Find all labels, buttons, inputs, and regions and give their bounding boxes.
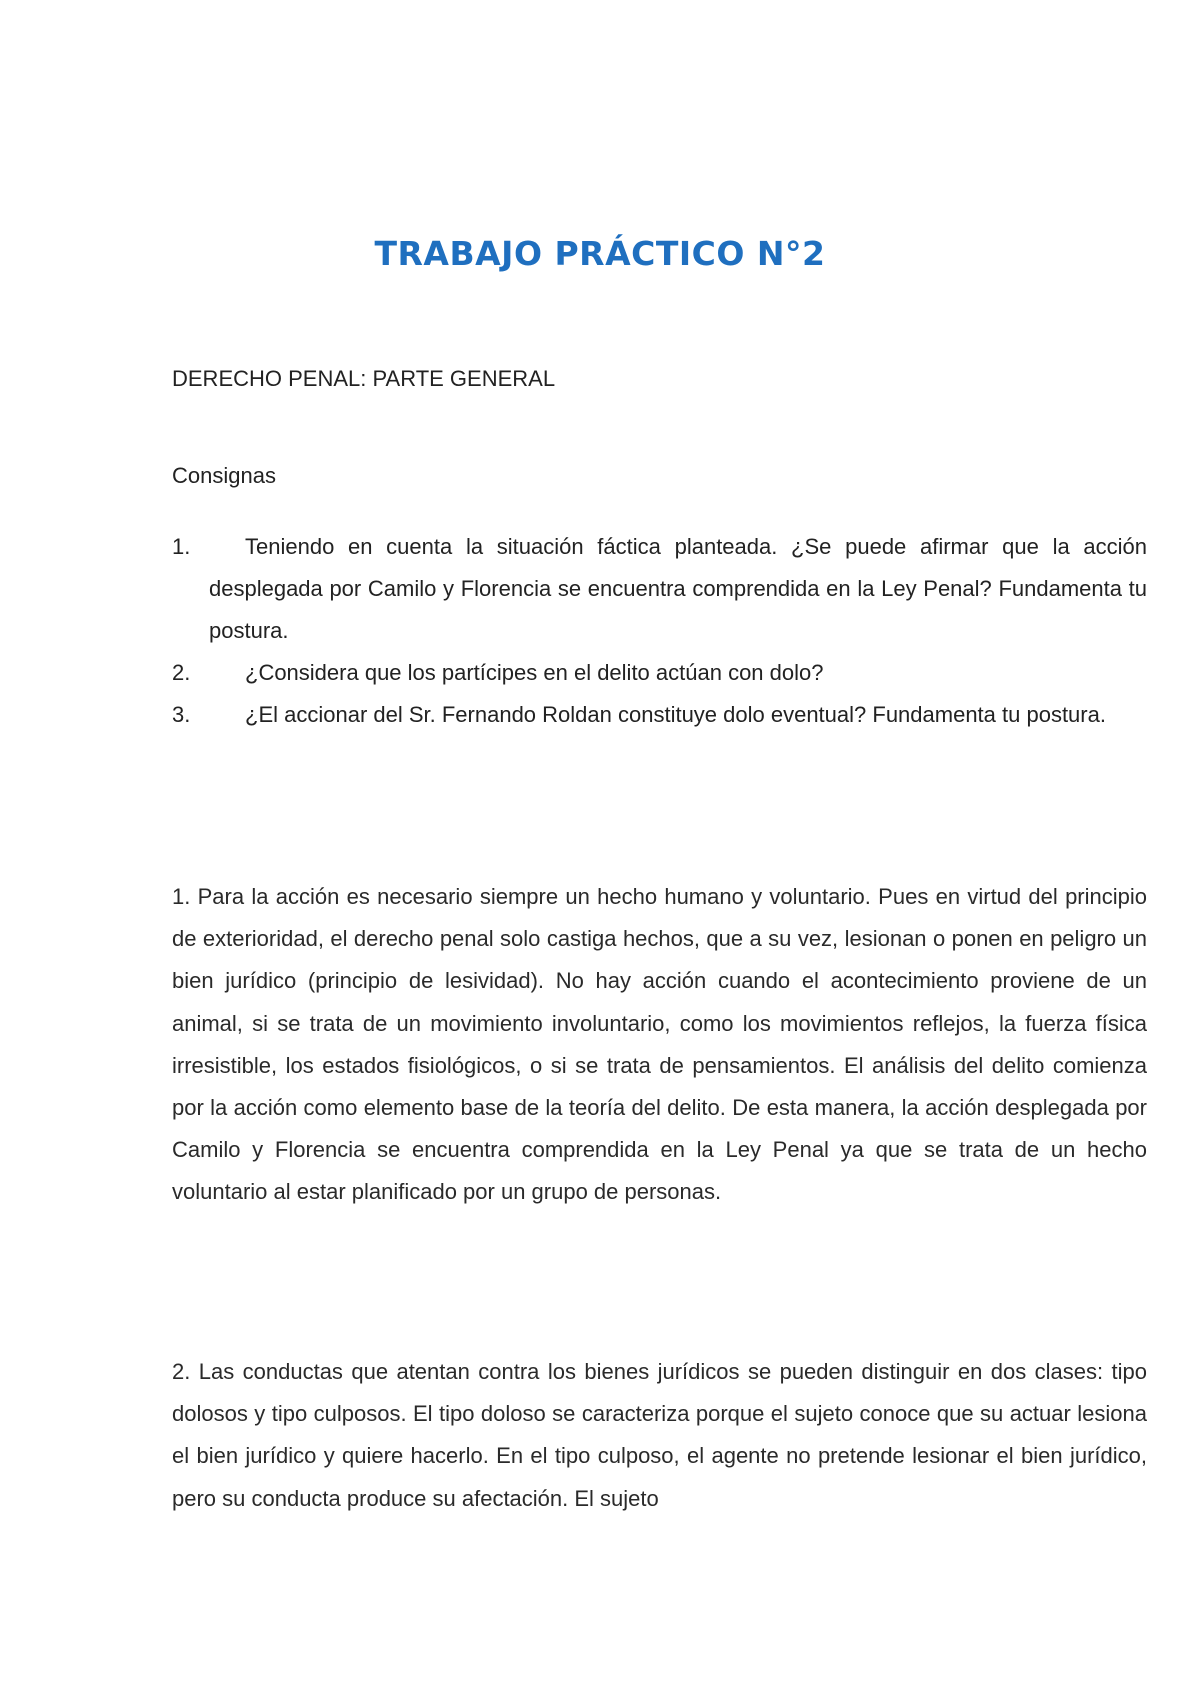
section-label-consignas: Consignas	[172, 463, 276, 488]
question-text	[209, 694, 1147, 736]
question-number: 3.	[172, 702, 191, 727]
question-text-body: ¿Considera que los partícipes en el delito actúan con dolo?	[245, 660, 824, 685]
answer-paragraph-2: 2. Las conductas que atentan contra los bienes jurídicos se pueden distinguir en dos clases: tipo dolosos y tipo culposos. El tipo doloso se caracteriza porque el sujeto conoce que su actuar lesiona el bien jurídico y quiere hacerlo. En el tipo culposo, el agente no pretende lesionar el bien jurídico, pero su conducta produce su afectación. El sujeto	[172, 1359, 1147, 1511]
question-item	[172, 694, 1147, 736]
question-text	[209, 652, 1147, 694]
subject-heading: DERECHO PENAL: PARTE GENERAL	[172, 366, 556, 391]
question-text	[209, 526, 1147, 652]
question-text-body: ¿El accionar del Sr. Fernando Roldan constituye dolo eventual? Fundamenta tu postura.	[245, 702, 1106, 727]
question-item	[172, 526, 1147, 652]
question-text-body: Teniendo en cuenta la situación fáctica planteada. ¿Se puede afirmar que la acción desplegada por Camilo y Florencia se encuentra comprendida en la Ley Penal? Fundamenta tu postura.	[209, 534, 1147, 643]
document-title: TRABAJO PRÁCTICO N°2	[374, 234, 826, 273]
question-item	[172, 652, 1147, 694]
question-number: 1.	[172, 534, 191, 559]
questions-list	[172, 526, 1147, 736]
answer-paragraph-1: 1. Para la acción es necesario siempre un hecho humano y voluntario. Pues en virtud del principio de exterioridad, el derecho penal solo castiga hechos, que a su vez, lesionan o ponen en peligro un bien jurídico (principio de lesividad). No hay acción cuando el acontecimiento proviene de un animal, si se trata de un movimiento involuntario, como los movimientos reflejos, la fuerza física irresistible, los estados fisiológicos, o si se trata de pensamientos. El análisis del delito comienza por la acción como elemento base de la teoría del delito. De esta manera, la acción desplegada por Camilo y Florencia se encuentra comprendida en la Ley Penal ya que se trata de un hecho voluntario al estar planificado por un grupo de personas.	[172, 884, 1147, 1205]
question-number: 2.	[172, 660, 191, 685]
